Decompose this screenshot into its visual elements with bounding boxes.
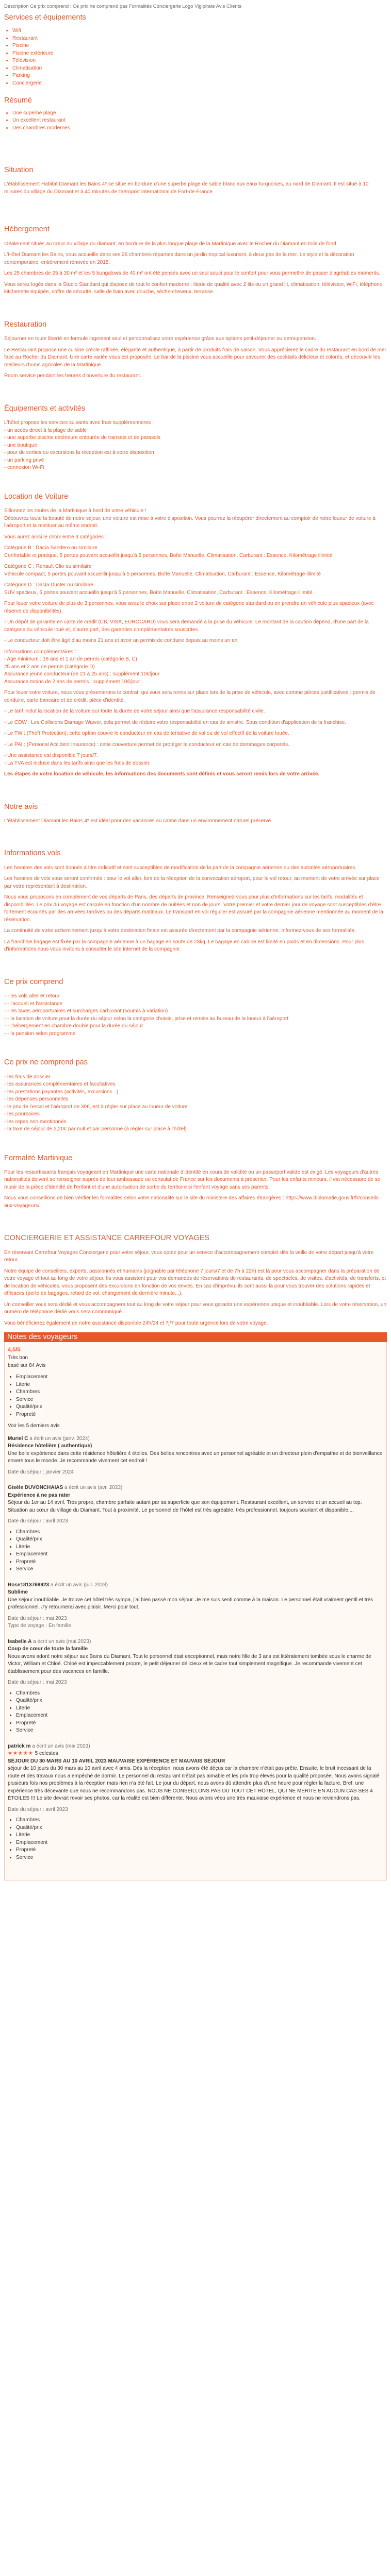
location-p9: - Le tarif inclut la location de la voiture sur toute la durée de votre séjour ainsi que l'assurance responsabilité civile. [4,708,265,714]
equipements-intro: L'hôtel propose les services suivants avec frais supplémentaires : [4,420,154,426]
prix-comprend-item: - - les taxes aéroportuaires et surcharges carburant (soumis à variation) [4,1008,387,1015]
infos-p2: Les horaires de vols vous seront confirmés : pour le vol aller, lors de la réception de la convocation aéroport, pour le vol retour, au moment de votre arrivée sur place par votre représentant à destination. [4,876,380,889]
review-criteria-item: • Literie [16,1705,383,1713]
restauration-title: Restauration [4,320,47,329]
prix-comprend-list [4,993,387,1038]
location-req: Assurance jeune conducteur (de 21 à 25 ans) : supplément 10€/jour [4,671,160,677]
situation-title: Situation [4,166,34,175]
review-item [8,1582,383,1630]
prix-ne-comprend-item: - les pourboires [4,1111,40,1117]
service-item: • Piscine [12,42,387,50]
location-p15: Les étapes de votre location de véhicule, les informations des documents sont définis et vous seront remis lors de votre arrivée. [4,771,320,777]
service-item: • Piscine extérieure [12,50,387,58]
service-item: • Parking [12,72,387,80]
review-criteria [8,1690,383,1735]
restauration-p3: Room service pendant les heures d'ouverture du restaurant. [4,373,141,379]
prix-ne-comprend-item: - les repas non mentionnés [4,1118,67,1125]
equipement-item: - pour de sorties ou excursions la réception est à votre disposition [4,449,387,457]
review-title: SÉJOUR DU 30 MARS AU 10 AVRIL 2023 MAUVAISE EXPÉRIENCE ET MAUVAIS SÉJOUR [8,1758,225,1764]
conciergerie-title: CONCIERGERIE ET ASSISTANCE CARREFOUR VOYAGES [4,1234,210,1243]
equipement-item: - une superbe piscine extérieure entourée de transats et de parasols [4,434,387,442]
score-label: Très bon [8,1355,28,1361]
avis-text: L'établissement Diamant les Bains 4* est idéal pour des vacances au calme dans un environnement naturel préservé. [4,818,272,824]
notes-title: Notes des voyageurs [7,1333,78,1342]
restauration-body [4,335,387,380]
infos-p4: La continuité de votre acheminement jusqu'à votre destination finale est assurée directement par la compagnie aérienne. Informez-vous de ses formalités. [4,928,356,934]
location-title: Location de Voiture [4,492,69,501]
review-criteria-item: • Literie [16,1544,383,1551]
equipement-item: - un accès direct à la plage de sable [4,427,387,435]
prix-ne-comprend-item: - les prestations payantes (activités, excursions...) [4,1089,119,1095]
location-req: Assurance moins de 2 ans de permis : supplément 10€/jour [4,679,140,685]
review-date: a écrit un avis (avr. 2023) [64,1485,123,1491]
avis-title: Notre avis [4,802,38,811]
hebergement-title: Hébergement [4,225,50,234]
criteria-list [8,1374,383,1418]
prix-ne-comprend-item: - les assurances complémentaires et facultatives [4,1081,116,1088]
review-criteria-item: • Chambres [16,1529,383,1536]
review-text: Une belle expérience dans cette résidence hôtelière 4 étoiles. Des belles rencontres avec un personnel agréable et un directeur plein d'empathie et de bienveillance envers tous le monde. Je recommande vivement cet endroit ! [8,1450,383,1464]
infos-p1: Les horaires des vols sont donnés à titre indicatif et sont susceptibles de modification de la part de la compagnie aérienne ou des autorités aéroportuaires. [4,865,357,871]
resume-list [4,110,387,132]
service-item: • Climatisation [12,65,387,73]
notes-panel [4,1342,387,1880]
prix-ne-comprend-title: Ce prix ne comprend pas [4,1058,88,1067]
review-author: Gisèle DUVONCHAIAS [8,1485,63,1491]
review-trip-type: Type de voyage : En famille [8,1623,71,1629]
restauration-p1: Séjourner en toute liberté en formule logement seul et personnalisez votre expérience grâce aux options petit-déjeuner ou demi-pension. [4,336,316,342]
prix-comprend-item: - - l'hébergement en chambre double pour la durée du séjour [4,1023,387,1030]
review-title: Expérience à ne pas rater [8,1492,71,1498]
review-stay: Date du séjour : mai 2023 [8,1680,67,1686]
review-title: Coup de cœur de toute la famille [8,1646,88,1652]
review-criteria-item: • Emplacement [16,1712,383,1720]
location-p3: Vous aurez ainsi le choix entre 3 catégories : [4,534,107,540]
review-rating [8,1750,383,1758]
review-rating-label: 5 celestes [35,1751,58,1757]
prix-comprend-title: Ce prix comprend [4,977,63,986]
conciergerie-p3: Un conseiller vous sera dédié et vous accompagnera tout au long de votre séjour pour vous garantir une expérience unique et inoubliable. Lors de votre réservation, un numéro de téléphone dédié vous sera communiqué. [4,1301,387,1315]
hebergement-p3: Les 25 chambres de 25 à 30 m² et les 5 bungalows de 40 m² ont été pensés avec un seul souci pour le confort pour vous permettre de passer d'agréables moments. [4,270,380,277]
situation-text: L'établissement Habitat Diamant les Bains 4* se situe en bordure d'une superbe plage de sable blanc aux eaux turquoises, au nord de Diamant. Il est situé à 10 minutes du village du Diamant et à 40 minutes de l'aéroport international de Fort-de-France. [4,181,369,195]
location-p10: - Le CDW : Les Collisions Damage Waiver, cela permet de réduire votre responsabilité en cas de sinistre. Sous condition d'application de la franchise. [4,719,346,725]
score-total: basé sur 84 Avis [8,1362,46,1368]
service-item: • Télévision [12,57,387,65]
prix-ne-comprend-item: - les dépenses personnelles [4,1096,69,1103]
resume-item: • Des chambres modernes [12,125,387,132]
review-criteria-item: • Emplacement [16,1839,383,1847]
notes-header [4,1332,387,1342]
review-text: Une séjour inoubliable. Je trouve cet hôtel très sympa, j'ai bien passé mon séjour. Je me suis senti comme à la maison. Le personnel était vraiment gentil et très professionnel. J'y retournerai avec plaisir. Merci pour tout. [8,1597,373,1611]
prix-comprend-item: - - la location de voiture pour la durée du séjour selon la catégorie choisie, prise et remise au bureau de la loueur à l'aéroport [4,1015,387,1023]
location-body [4,507,387,778]
criteria-item: • Literie [16,1381,383,1389]
review-criteria-item: • Propreté [16,1846,383,1854]
review-stay: Date du séjour : mai 2023 [8,1615,67,1621]
prix-ne-comprend-item: - la taxe de séjour de 2,20€ par nuit et par personne (à régler sur place à l'hôtel) [4,1126,187,1132]
reviews-summary-link[interactable]: Voir les 5 derniers avis [8,1423,60,1429]
review-criteria-item: • Literie [16,1832,383,1839]
location-cat-c: Catégorie C : Renault Clio ou similaire [4,564,92,569]
review-criteria-item: • Propreté [16,1720,383,1727]
service-item: • Wifi [12,27,387,35]
criteria-item: • Qualité/prix [16,1403,383,1411]
notes-score: 4,5/5 [8,1347,21,1353]
review-criteria-item: • Service [16,1566,383,1573]
prix-ne-comprend-item: - les frais de dossier [4,1074,51,1080]
infos-title: Informations vols [4,849,61,858]
location-cat-c-desc: Véhicule compact, 5 portes pouvant accueillir jusqu'à 5 personnes, Boîte Manuelle, Climatisation, Carburant : Essence, Kilométrage illimité [4,571,321,577]
location-p7: Informations complémentaires : [4,649,76,655]
prix-ne-comprend-list [4,1074,387,1133]
review-stay: Date du séjour : janvier 2024 [8,1469,74,1475]
star-icon: ★★★★★ [8,1751,34,1757]
review-stay: Date du séjour : avril 2023 [8,1518,68,1524]
location-p5: - Un dépôt de garantie en carte de crédit (CB, VISA, EUROCARD) vous sera demandé à la prise du véhicule. Le montant de la caution dépend, d'une part de la catégorie du véhicule loué et, d'autre part, des garanties complémentaires souscrites. [4,619,369,633]
conciergerie-p2: Notre équipe de conseillers, experts, passionnés et humains (joignable par téléphone 7 jours/7 et de 7h à 22h) est là pour vous accompagner dans la préparation de votre voyage et tout au long de votre séjour. Ils vous assistent pour vos demandes de réservations de restaurants, de spectacles, de visites, d'activités, de transferts, et de location de véhicules, vous proposent des excursions en fonction de vos envies. En cas d'imprévu, ils sont aussi là pour vous trouver des solutions rapides et efficaces (perte de bagages, retard de vol, changement de dernière minute...). [4,1268,386,1297]
review-criteria [8,1817,383,1861]
review-item [8,1638,383,1735]
review-item [8,1435,383,1477]
review-author: Isabelle A [8,1638,32,1645]
prix-ne-comprend-item: - le prix de l'essai et l'aéroport de 30€, est à régler sur place au loueur de voiture [4,1104,188,1110]
formalites-p2: Nous vous conseillons de bien vérifier les formalités selon votre nationalité sur le site du ministère des affaires étrangères : https://www.diplomatie.gouv.fr/fr/conseils-aux-voyageurs/ [4,1195,380,1209]
review-text: Séjour du 1er au 14 avril. Très propre, chambre parfaite autant par sa superficie que son équipement. Restaurant excellent, un service et un accueil au top. Situation au cœur du village du Diamant. Tout à proximité. Le personnel de l'hôtel est très agréable, très professionnel, toujours souriant et disponible.... [8,1500,362,1513]
review-criteria-item: • Chambres [16,1690,383,1698]
equipements-body [4,419,387,472]
review-criteria-item: • Qualité/prix [16,1536,383,1544]
conciergerie-body [4,1249,387,1328]
review-title: Résidence hôtelière ( authentique) [8,1443,92,1449]
services-list [4,27,387,87]
page-intro: Description Ce prix comprend : Ce prix ne comprend pas Formalités Conciergerie Logo Vigipirate Avis Clients [4,4,242,9]
restauration-p2: Le Restaurant propose une cuisine créole raffinée, élégante et authentique, à partir de produits frais de saison. Vous apprécierez le cadre du restaurant en bord de mer face au Rocher du Diamant. Une carte variée vous est proposée. Le bar de la piscine vous accueille pour savourer des cocktails délicieux et colorés, et découvrir les meilleurs rhums agricoles de la Martinique. [4,347,386,368]
review-author: Muriel C [8,1435,28,1442]
hebergement-p4: Vous serez logés dans la Studio Standard qui dispose de tout le confort moderne : literie de qualité avec 2 lits ou un grand lit, climatisation, télévision, WiFi, téléphone, kitchenette équipée, coffre de sécurité, salle de bain avec douche, sèche-cheveux, terrasse. [4,281,384,295]
review-date: a écrit un avis (janv. 2024) [29,1435,90,1442]
review-criteria-item: • Chambres [16,1817,383,1824]
location-p12: - Le PAI : (Personal Accident Insurance) : cette couverture permet de protéger le conducteur en cas de dommages corporels. [4,741,289,748]
review-criteria-item: • Qualité/prix [16,1824,383,1832]
review-text: séjour de 10 jours du 30 mars au 10 avril avec 4 amis. Dès la réception, nous avons été déçus car la chambre n'était pas prête. Ensuite, le bruit incessant de la route et des travaux nous a empêché de dormir. Le personnel du restaurant n'était pas aimable et les prix trop élevés pour la qualité proposée. Nous avons signalé plusieurs fois nos problèmes à la réception mais rien n'a été fait. Le jour du départ, nous avons dû attendre plus d'une heure pour régler la facture. Bref, une expérience très décevante que nous ne recommandons pas. NOUS NE CONSEILLONS PAS DU TOUT CET HÔTEL, QUI NE MÉRITE EN AUCUN CAS SES 4 ÉTOILES !!! Le site devrait revoir ses photos, car la réalité est bien différente. Nous avons vécu une très mauvaise expérience et nous ne reviendrons pas. [8,1766,380,1802]
location-cat-b: Catégorie B : Dacia Sandero ou similaire [4,545,97,551]
location-req: - Age minimum : 18 ans et 1 an de permis (catégorie B, C) [4,656,137,662]
hebergement-p2: L'Hôtel Diamant les Bains, vous accueille dans ses 26 chambres réparties dans un jardin tropical luxuriant, à deux pas de la mer. Le style et la décoration contemporaine, entièrement rénovée en 2018. [4,252,354,265]
review-text: Nous avons adoré notre séjour aux Bains du Diamant. Tout le personnel était exceptionnel, mais notre fille de 3 ans est littéralement tombée sous le charme de Victor, William et Chloé. Chloé est impeccablement propre, le petit déjeuner délicieux et le cadre tout simplement magnifique. Je recommande vivement cet établissement pour des vacances en famille. [8,1653,371,1674]
review-criteria [8,1529,383,1573]
infos-body [4,865,387,954]
review-date: a écrit un avis (mai 2023) [32,1743,90,1749]
prix-comprend-item: - - la pension selon programme [4,1030,387,1038]
conciergerie-p1: En réservant Carrefour Voyages Conciergerie pour votre séjour, vous optez pour un service d'accompagnement complet dès la veille de votre départ jusqu'à votre retour. [4,1249,374,1263]
review-criteria-item: • Qualité/prix [16,1697,383,1705]
equipement-item: - une boutique [4,442,387,450]
formalites-body [4,1169,387,1210]
location-req: 25 ans et 2 ans de permis (catégorie D) [4,664,95,670]
services-title: Services et équipements [4,13,86,22]
location-p6: - Le conducteur doit être âgé d'au moins 21 ans et avoir un permis de conduire depuis au moins un an. [4,638,239,643]
review-stay: Date du séjour : avril 2023 [8,1806,68,1812]
review-item [8,1484,383,1573]
hebergement-body [4,241,387,296]
location-p11: - Le TW : (Theft Protection), cette option couvre le conducteur en cas de tentative de vol ou de vol effectif de la voiture louée. [4,731,289,736]
infos-p5: La franchise bagage est fixée par la compagnie aérienne à un bagage en soute de 23kg. Le bagage en cabine est limité en poids et en dimensions. Pour plus d'informations nous vous invitons à consulter le site internet de la compagnie. [4,939,364,953]
criteria-item: • Emplacement [16,1374,383,1381]
resume-title: Résumé [4,96,32,105]
hebergement-p1: Idéalement situés au cœur du village du diamant, en bordure de la plus longue plage de la Martinique avec le Rocher du Diamant en toile de fond. [4,241,338,247]
location-p2: Découvrez toute la beauté de notre séjour, une voiture est mise à votre disposition. Vous pourrez la récupérer directement au comptoir de notre loueur de voiture à l'aéroport et la restituer au même endroit. [4,515,376,529]
equipement-item: - un parking privé [4,457,387,465]
conciergerie-p4: Vous bénéficierez également de notre assistance disponible 24h/24 et 7j/7 pour toute urgence lors de votre voyage. [4,1320,268,1326]
infos-p3: Nous vous proposons en complément de vos départs de Paris, des départs de province. Renseignez-vous pour plus d'informations sur les tarifs, modalités et disponibilités. Le prix du voyage est calculé en fonction d'un nombre de nuitées et non de jours. Votre premier et votre dernier jour de voyage sont susceptibles d'être fortement écourtés par des arrivées tardives ou des départs matinaux. Le transport en vol régulier est assuré par la compagnie aérienne mentionnée au moment de la réservation. [4,894,383,923]
location-p1: Sillonnez les routes de la Martinique à bord de votre véhicule ! [4,508,146,514]
location-cat-d: Catégorie D : Dacia Duster ou similaire [4,582,93,588]
equipements-title: Équipements et activités [4,404,86,413]
review-criteria-item: • Emplacement [16,1551,383,1558]
criteria-item: • Propreté [16,1411,383,1419]
service-item: • Conciergerie [12,80,387,88]
formalites-title: Formalité Martinique [4,1154,73,1162]
service-item: • Restaurant [12,35,387,43]
resume-item: • Un excellent restaurant [12,117,387,125]
location-cat-b-desc: Confortable et pratique, 5 portes pouvant accueillir jusqu'à 5 personnes, Boîte Manuelle, Climatisation, Carburant : Essence, Kilométrage illimité [4,552,333,558]
equipements-list [4,427,387,472]
formalites-p1: Pour les ressortissants français voyageant en Martinique une carte nationale d'identité en cours de validité ou un passeport valide est exigé. Les voyageurs d'autres nationalités doivent se renseigner auprès de leur ambassade ou consulat de France sur les documents à présenter. Pour les enfants mineurs, il est nécessaire de se munir de la pièce d'identité de l'enfant et d'une autorisation de sortie du territoire si l'enfant voyage sans ses parents. [4,1169,381,1190]
location-p14: - La TVA est incluse dans les tarifs ainsi que les frais de dossier. [4,760,151,766]
location-p8: Pour louer votre voiture, nous vous présenterons le contrat, qui vous sera remis sur place lors de la prise de véhicule, avec comme pièces justificatives : permis de conduire, carte bancaire et de crédit, pièce d'identité. [4,690,376,703]
location-p4: Pour louer votre voiture de plus de 3 personnes, vous avez le choix sur place entre 2 voiture de catégorie standard ou en prendre un véhicule plus spacieux (avec réserve de disponibilités). [4,601,374,614]
review-criteria-item: • Propreté [16,1558,383,1566]
criteria-item: • Service [16,1396,383,1404]
prix-comprend-item: - - les vols aller et retour [4,993,387,1001]
location-p13: - Une assistance est disponible 7 jours/7. [4,753,99,758]
review-item [8,1743,383,1862]
review-author: Rose1813769923 [8,1582,50,1588]
equipement-item: - connexion Wi-Fi [4,464,387,472]
prix-comprend-item: - - l'accueil et l'assistance [4,1001,387,1008]
criteria-item: • Chambres [16,1388,383,1396]
review-criteria-item: • Service [16,1854,383,1862]
review-date: a écrit un avis (mai 2023) [33,1638,91,1645]
score-value: 4,5 [8,1347,16,1353]
review-author: patrick m [8,1743,31,1749]
review-criteria-item: • Service [16,1727,383,1735]
review-date: a écrit un avis (juil. 2023) [50,1582,108,1588]
resume-item: • Une superbe plage [12,110,387,117]
review-title: Sublime [8,1589,28,1596]
location-cat-d-desc: SUV spacieux, 5 portes pouvant accueillir jusqu'à 5 personnes, Boîte Manuelle, Climatisation, Carburant : Essence, Kilométrage illimité [4,589,313,596]
